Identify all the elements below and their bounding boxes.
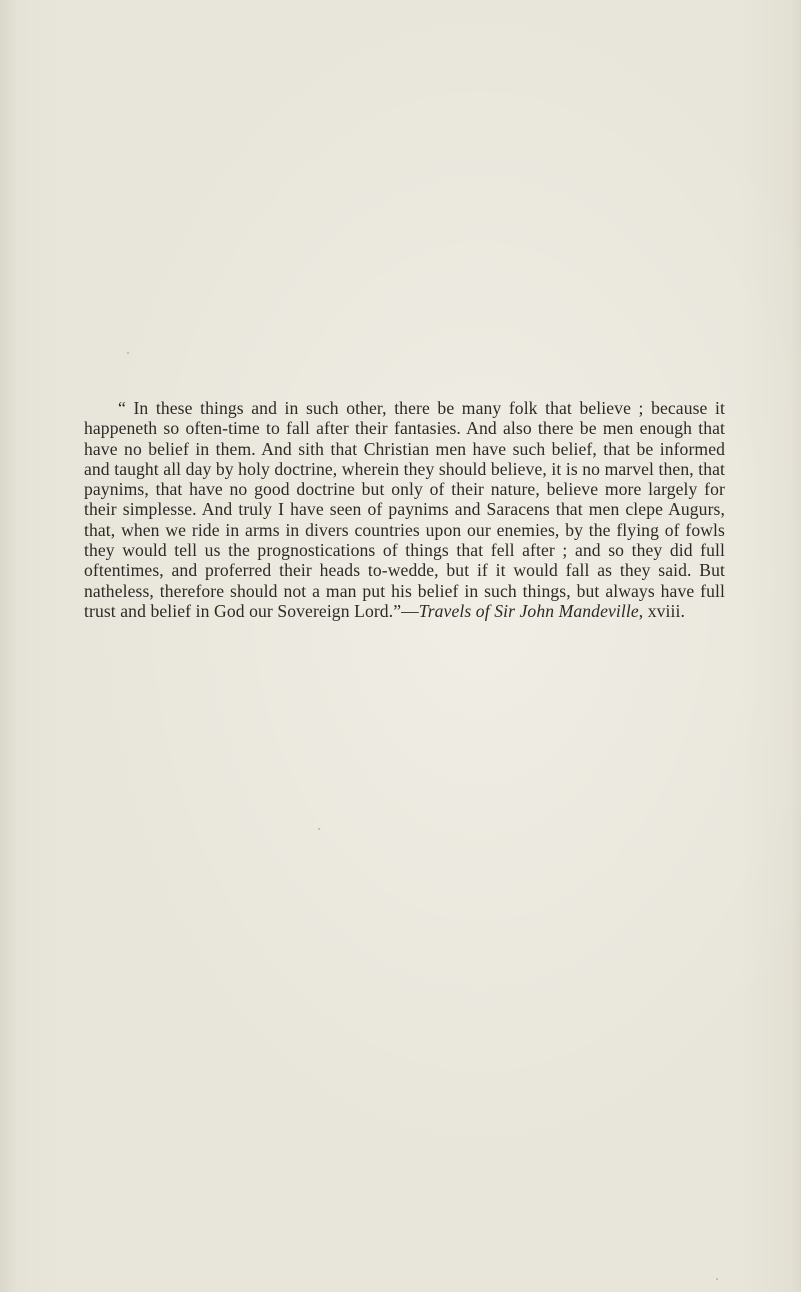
paper-speck xyxy=(127,352,129,354)
quote-source-title: Travels of Sir John Mandeville xyxy=(418,600,639,621)
epigraph-quote xyxy=(84,398,725,621)
quote-source-reference: , xviii. xyxy=(638,600,686,621)
quote-text: “ In these things and in such other, there be many folk that believe ; because it happeneth so often-time to fall after their fantasies. And also there be men enough that have no belief in them. And sith that Christian men have such belief, that be informed and taught all day by holy doctrine, wherein they should believe, it is no marvel then, that paynims, that have no good doctrine but only of their nature, believe more largely for their simplesse. And truly I have seen of paynims and Saracens that men clepe Augurs, that, when we ride in arms in divers countries upon our enemies, by the flying of fowls they would tell us the prognostications of things that fell after ; and so they did full oftentimes, and proferred their heads to-wedde, but if it would fall as they said. But natheless, therefore should not a man put his belief in such things, but always have full trust and belief in God our Sovereign Lord.”— xyxy=(84,398,725,621)
paper-speck xyxy=(318,828,320,830)
paper-speck xyxy=(716,1278,718,1280)
